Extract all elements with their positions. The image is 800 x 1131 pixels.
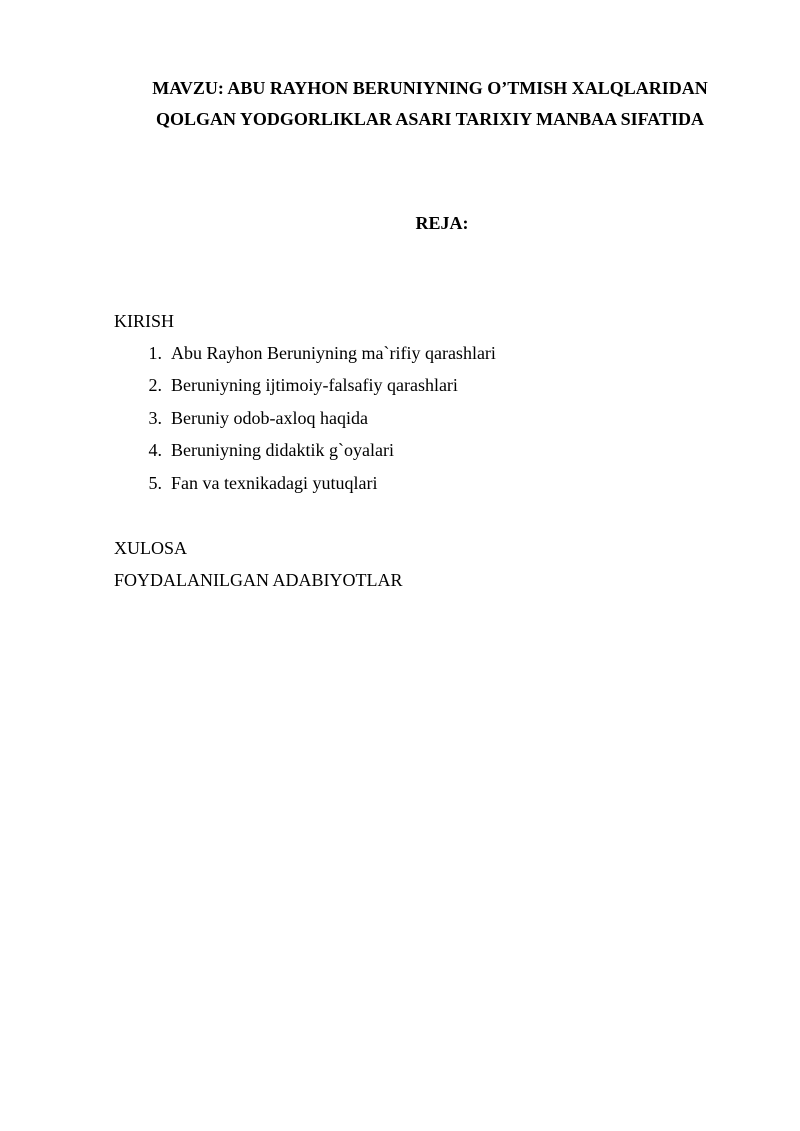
plan-item bbox=[114, 406, 496, 438]
plan-item-text: Fan va texnikadagi yutuqlari bbox=[171, 472, 378, 493]
plan-item-number: 2. bbox=[148, 375, 162, 396]
plan-item-number: 3. bbox=[148, 407, 162, 428]
references-heading: FOYDALANILGAN ADABIYOTLAR bbox=[114, 570, 403, 590]
intro-heading: KIRISH bbox=[114, 311, 175, 331]
plan-item-number: 5. bbox=[148, 472, 162, 493]
plan-item bbox=[114, 341, 496, 373]
conclusion-heading: XULOSA bbox=[114, 538, 188, 558]
plan-item-number: 1. bbox=[148, 343, 162, 363]
title-line-1: MAVZU: ABU RAYHON BERUNIYNING O’TMISH XALQLARIDAN bbox=[152, 78, 708, 98]
title-line-2: QOLGAN YODGORLIKLAR ASARI TARIXIY MANBAA SIFATIDA bbox=[156, 109, 704, 129]
plan-item-text: Beruniyning didaktik g`oyalari bbox=[171, 440, 394, 461]
plan-item-text: Abu Rayhon Beruniyning ma`rifiy qarashlari bbox=[171, 343, 496, 363]
plan-heading: REJA: bbox=[415, 213, 469, 233]
plan-item bbox=[114, 373, 496, 405]
document-title bbox=[100, 73, 760, 135]
plan-item-number: 4. bbox=[148, 440, 162, 461]
plan-item-text: Beruniyning ijtimoiy-falsafiy qarashlari bbox=[171, 375, 458, 396]
plan-list bbox=[114, 341, 496, 503]
plan-item bbox=[114, 438, 496, 470]
plan-item bbox=[114, 471, 496, 503]
plan-item-text: Beruniy odob-axloq haqida bbox=[171, 407, 368, 428]
